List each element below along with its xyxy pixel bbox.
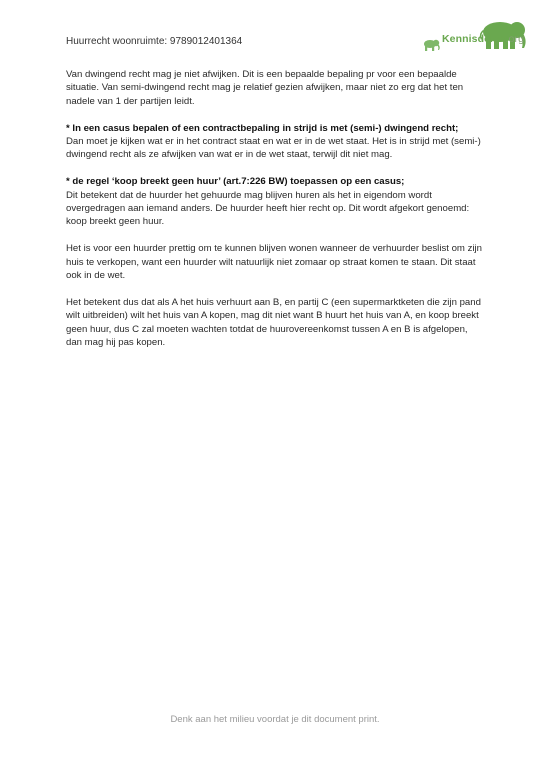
paragraph <box>66 296 486 350</box>
paragraph-text: Dit betekent dat de huurder het gehuurde mag blijven huren als het in eigendom wordt overgedragen aan iemand anders. De huurder heeft hier recht op. Dit wordt afgekort genoemd: koop breekt geen huur. <box>66 189 470 228</box>
paragraph-text: Dan moet je kijken wat er in het contract staat en wat er in de wet staat. Het is in strijd met (semi-) dwingend recht als ze afwijken van wat er in de wet staat, terwijl dit niet mag. <box>66 136 481 161</box>
paragraph-text: Van dwingend recht mag je niet afwijken. Dit is een bepaalde bepaling pr voor een bepaalde situatie. Van semi-dwingend recht mag je relatief gezien afwijken, maar niet zo erg dat het ten nadele van 1 der partijen leidt. <box>66 69 464 107</box>
document-header: Huurrecht woonruimte: 9789012401364 <box>66 36 243 47</box>
paragraph-text: Het betekent dus dat als A het huis verhuurt aan B, en partij C (een supermarktketen die zijn pand wilt uitbreiden) wilt het huis van A kopen, mag dit niet want B huurt het huis van A, en koop breekt geen huur, dus C zal moeten wachten totdat de huurovereenkomst tussen A en B is afgelopen, dan mag hij pas kopen. <box>66 296 481 349</box>
document-body <box>66 68 486 363</box>
section-heading: * de regel ‘koop breekt geen huur’ (art.7:226 BW) toepassen op een casus; <box>66 176 405 188</box>
document-footer: Denk aan het milieu voordat je dit document print. <box>170 714 380 725</box>
section-heading: * In een casus bepalen of een contractbepaling in strijd is met (semi-) dwingend recht; <box>66 122 459 134</box>
kennisdelen-logo <box>420 18 535 58</box>
paragraph <box>66 68 486 108</box>
paragraph <box>66 122 486 162</box>
paragraph <box>66 175 486 229</box>
logo-brand: Kennisdelen <box>442 33 506 45</box>
logo-text <box>442 33 524 45</box>
paragraph-text: Het is voor een huurder prettig om te kunnen blijven wonen wanneer de verhuurder beslist om zijn huis te verkopen, want een huurder wilt natuurlijk niet zomaar op straat komen te staan. Dit staat ook in de wet. <box>66 243 482 282</box>
paragraph <box>66 242 486 282</box>
logo-tld: .org <box>505 33 525 45</box>
